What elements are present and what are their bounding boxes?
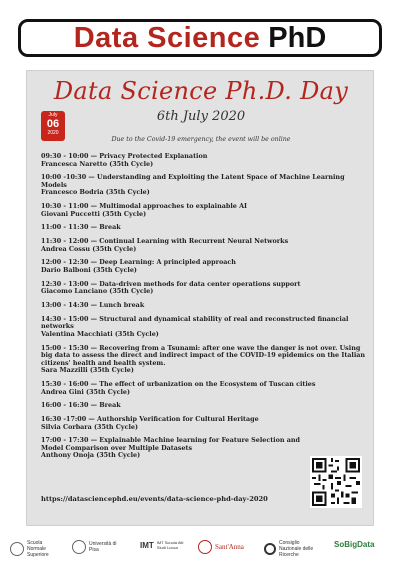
schedule-list — [41, 153, 371, 466]
event-link[interactable]: https://datasciencephd.eu/events/data-science-phd-day-2020 — [41, 495, 268, 503]
schedule-item: 09:30 - 10:00 — Privacy Protected Explanation Francesca Naretto (35th Cycle) — [41, 152, 208, 168]
banner-title-dark: PhD — [268, 21, 327, 54]
sobigdata-icon: SoBigData — [334, 540, 375, 549]
seal-icon — [198, 540, 212, 554]
partner-logo: Sant'Anna — [198, 540, 244, 554]
seal-icon — [72, 540, 86, 554]
calendar-month: July — [48, 112, 58, 118]
header-banner — [18, 19, 382, 57]
schedule-item: 16:30 -17:00 — Authorship Verification for Cultural Heritage Silvia Corbara (35th Cycle) — [41, 414, 259, 431]
schedule-item: 16:00 - 16:30 — Break — [41, 401, 121, 410]
qr-code-icon[interactable] — [310, 456, 362, 508]
imt-icon: IMT — [140, 540, 154, 550]
cnr-icon — [264, 543, 276, 555]
schedule-item: 12:30 - 13:00 — Data-driven methods for data center operations support Giacomo Lanciano (35th Cycle) — [41, 279, 301, 296]
event-date: 6th July 2020 — [156, 109, 246, 124]
schedule-item: 14:30 - 15:00 — Structural and dynamical stability of real and reconstructed financial networks Valentina Macchiati (35th Cycle) — [41, 314, 349, 338]
schedule-item: 17:00 - 17:30 — Explainable Machine learning for Feature Selection and Model Comparison over Multiple Datasets Anthony Onoja (35th Cycle) — [41, 436, 300, 460]
schedule-item: 15:30 - 16:00 — The effect of urbanization on the Ecosystem of Tuscan cities Andrea Gini (35th Cycle) — [41, 380, 316, 396]
partner-logo — [334, 540, 374, 549]
partner-logo: Scuola Normale Superiore — [10, 540, 59, 558]
schedule-item: 13:00 - 14:30 — Lunch break — [41, 300, 145, 309]
banner-title-red: Data Science — [73, 21, 261, 54]
event-title: Data Science Ph.D. Day — [53, 77, 349, 105]
schedule-item: 11:00 - 11:30 — Break — [41, 223, 121, 232]
calendar-day: 06 — [46, 118, 60, 130]
seal-icon — [10, 542, 24, 556]
partner-logo: Università di Pisa — [72, 540, 121, 554]
partner-logo: Consiglio Nazionale delle Ricerche — [264, 540, 319, 558]
partner-logo: IMT IMT Scuola Alti Studi Lucca — [140, 540, 184, 550]
event-panel — [26, 70, 374, 526]
calendar-year: 2020 — [47, 130, 59, 136]
event-note: Due to the Covid-19 emergency, the event will be online — [111, 136, 291, 143]
partner-logos — [0, 530, 400, 565]
schedule-item: 12:00 - 12:30 — Deep Learning: A principled approach Dario Balboni (35th Cycle) — [41, 258, 236, 274]
schedule-item: 10:00 -10:30 — Understanding and Exploiting the Latent Space of Machine Learning Models Francesco Bodria (35th Cycle) — [41, 173, 345, 197]
schedule-item: 10:30 - 11:00 — Multimodal approaches to explainable AI Giovani Puccetti (35th Cycle) — [41, 202, 248, 218]
schedule-item: 15:00 - 15:30 — Recovering from a Tsunami: after one wave the danger is not over. Using big data to assess the direct and indirect impact of the COVID-19 epidemics on the Italian citizens' health and health system. Sara Mazzilli (35th Cycle) — [41, 343, 366, 375]
schedule-item: 11:30 - 12:00 — Continual Learning with Recurrent Neural Networks Andrea Cossu (35th Cycle) — [41, 237, 289, 253]
